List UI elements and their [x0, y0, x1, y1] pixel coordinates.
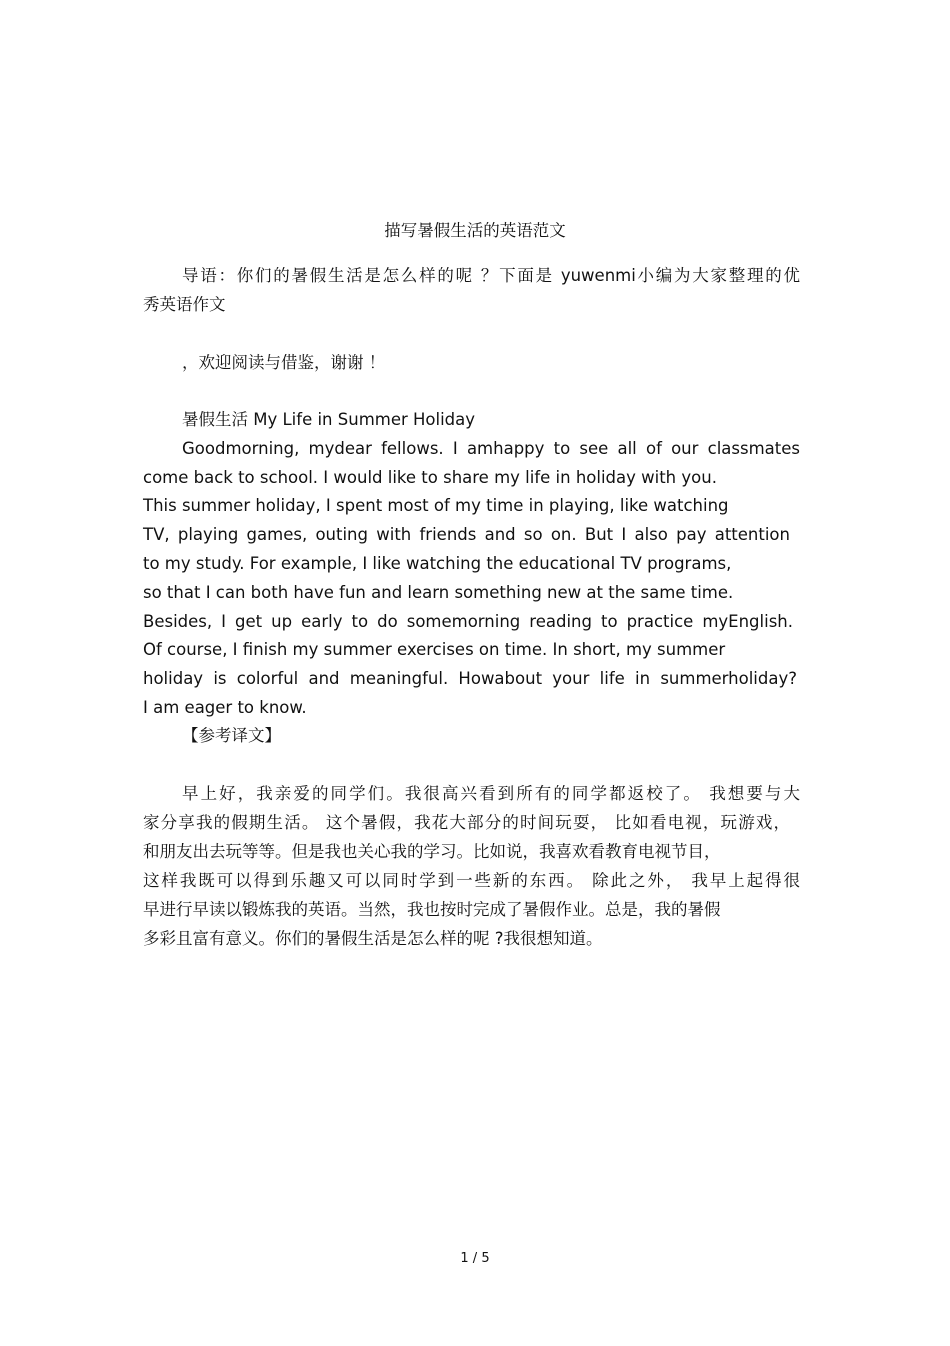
document-title: 描写暑假生活的英语范文 [384, 221, 566, 240]
english-line: come back to school. I would like to share my life in holiday with you. [143, 468, 717, 487]
english-line: to my study. For example, I like watching the educational TV programs, [143, 554, 732, 573]
chinese-line: 多彩且富有意义。你们的暑假生活是怎么样的呢 ?我很想知道。 [143, 929, 603, 948]
chinese-line: 家分享我的假期生活。 这个暑假，我花大部分的时间玩耍， 比如看电视，玩游戏， [143, 813, 790, 832]
english-line: This summer holiday, I spent most of my time in playing, like watching [143, 496, 729, 515]
chinese-line: 这样我既可以得到乐趣又可以同时学到一些新的东西。 除此之外， 我早上起得很 [143, 871, 800, 890]
chinese-line: 和朋友出去玩等等。但是我也关心我的学习。比如说，我喜欢看教育电视节目， [143, 842, 721, 861]
chinese-line: 早上好，我亲爱的同学们。我很高兴看到所有的同学都返校了。 我想要与大 [182, 784, 800, 803]
page-number: 1 / 5 [460, 1251, 490, 1266]
english-line: TV, playing games, outing with friends and so on. But I also pay attention [143, 525, 790, 544]
intro-line-2: 秀英语作文 [143, 295, 226, 314]
english-line: Goodmorning, mydear fellows. I amhappy to see all of our classmates [182, 439, 800, 458]
intro-line-3: ，欢迎阅读与借鉴，谢谢 ！ [182, 353, 386, 372]
translation-heading: 【参考译文】 [182, 726, 281, 745]
english-line: Besides, I get up early to do somemorning reading to practice myEnglish. [143, 612, 793, 631]
english-line: Of course, I finish my summer exercises on time. In short, my summer [143, 640, 726, 659]
intro-line-1: 导语：你们的暑假生活是怎么样的呢 ？下面是 yuwenmi小编为大家整理的优 [182, 266, 800, 285]
english-line: I am eager to know. [143, 698, 307, 717]
chinese-line: 早进行早读以锻炼我的英语。当然，我也按时完成了暑假作业。总是，我的暑假 [143, 900, 721, 919]
english-line: holiday is colorful and meaningful. Howabout your life in summerholiday? [143, 669, 797, 688]
english-line: so that I can both have fun and learn something new at the same time. [143, 583, 734, 602]
essay-heading: 暑假生活 My Life in Summer Holiday [182, 410, 476, 429]
